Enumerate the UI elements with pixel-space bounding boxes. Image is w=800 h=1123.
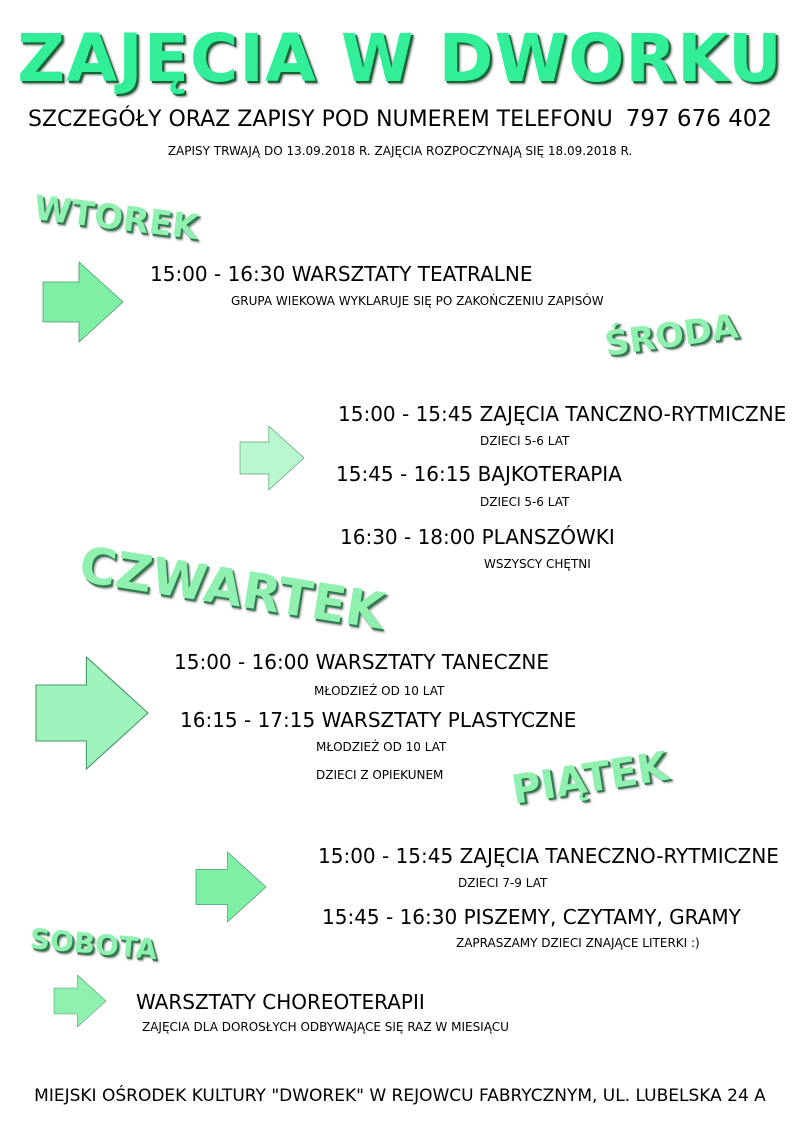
entry-wednesday-3: 16:30 - 18:00 PLANSZÓWKI — [340, 525, 615, 549]
footer-address: MIEJSKI OŚRODEK KULTURY "DWOREK" W REJOWCU FABRYCZNYM, UL. LUBELSKA 24 A — [34, 1086, 766, 1106]
note-wednesday-3: WSZYSCY CHĘTNI — [484, 557, 591, 571]
arrow-right-icon — [36, 656, 148, 770]
note-thursday-2a: MŁODZIEŻ OD 10 LAT — [316, 740, 447, 754]
note-thursday-1: MŁODZIEŻ OD 10 LAT — [314, 684, 445, 698]
entry-thursday-2: 16:15 - 17:15 WARSZTATY PLASTYCZNE — [180, 708, 577, 732]
day-heading-saturday: SOBOTA — [28, 922, 159, 967]
registration-note: ZAPISY TRWAJĄ DO 13.09.2018 R. ZAJĘCIA ROZPOCZYNAJĄ SIĘ 18.09.2018 R. — [167, 144, 633, 158]
day-heading-friday: PIĄTEK — [508, 743, 672, 814]
arrow-right-icon — [42, 262, 124, 342]
entry-thursday-1: 15:00 - 16:00 WARSZTATY TANECZNE — [174, 650, 550, 674]
entry-tuesday-1: 15:00 - 16:30 WARSZTATY TEATRALNE — [150, 262, 533, 286]
arrow-right-icon — [194, 852, 268, 922]
entry-friday-1: 15:00 - 15:45 ZAJĘCIA TANECZNO-RYTMICZNE — [318, 844, 779, 868]
day-heading-tuesday: WTOREK — [31, 188, 201, 249]
note-friday-1: DZIECI 7-9 LAT — [458, 876, 548, 890]
day-heading-wednesday: ŚRODA — [602, 306, 741, 365]
entry-wednesday-1: 15:00 - 15:45 ZAJĘCIA TANCZNO-RYTMICZNE — [338, 402, 787, 426]
contact-text: SZCZEGÓŁY ORAZ ZAPISY POD NUMEREM TELEFONU — [27, 107, 613, 132]
note-wednesday-1: DZIECI 5-6 LAT — [480, 434, 570, 448]
arrow-right-icon — [54, 975, 106, 1027]
note-friday-2: ZAPRASZAMY DZIECI ZNAJĄCE LITERKI :) — [456, 936, 700, 950]
contact-line — [0, 106, 800, 132]
entry-saturday-1: WARSZTATY CHOREOTERAPII — [136, 990, 425, 1014]
note-wednesday-2: DZIECI 5-6 LAT — [480, 495, 570, 509]
entry-friday-2: 15:45 - 16:30 PISZEMY, CZYTAMY, GRAMY — [322, 905, 741, 929]
page-title: ZAJĘCIA W DWORKU — [17, 20, 783, 97]
note-tuesday-1: GRUPA WIEKOWA WYKLARUJE SIĘ PO ZAKOŃCZENIU ZAPISÓW — [231, 294, 604, 308]
day-heading-thursday: CZWARTEK — [75, 535, 389, 641]
phone-number: 797 676 402 — [625, 106, 773, 132]
note-saturday-1: ZAJĘCIA DLA DOROSŁYCH ODBYWAJĄCE SIĘ RAZ W MIESIĄCU — [142, 1020, 509, 1034]
arrow-right-icon — [238, 426, 306, 490]
note-thursday-2b: DZIECI Z OPIEKUNEM — [316, 768, 444, 782]
entry-wednesday-2: 15:45 - 16:15 BAJKOTERAPIA — [336, 462, 622, 486]
